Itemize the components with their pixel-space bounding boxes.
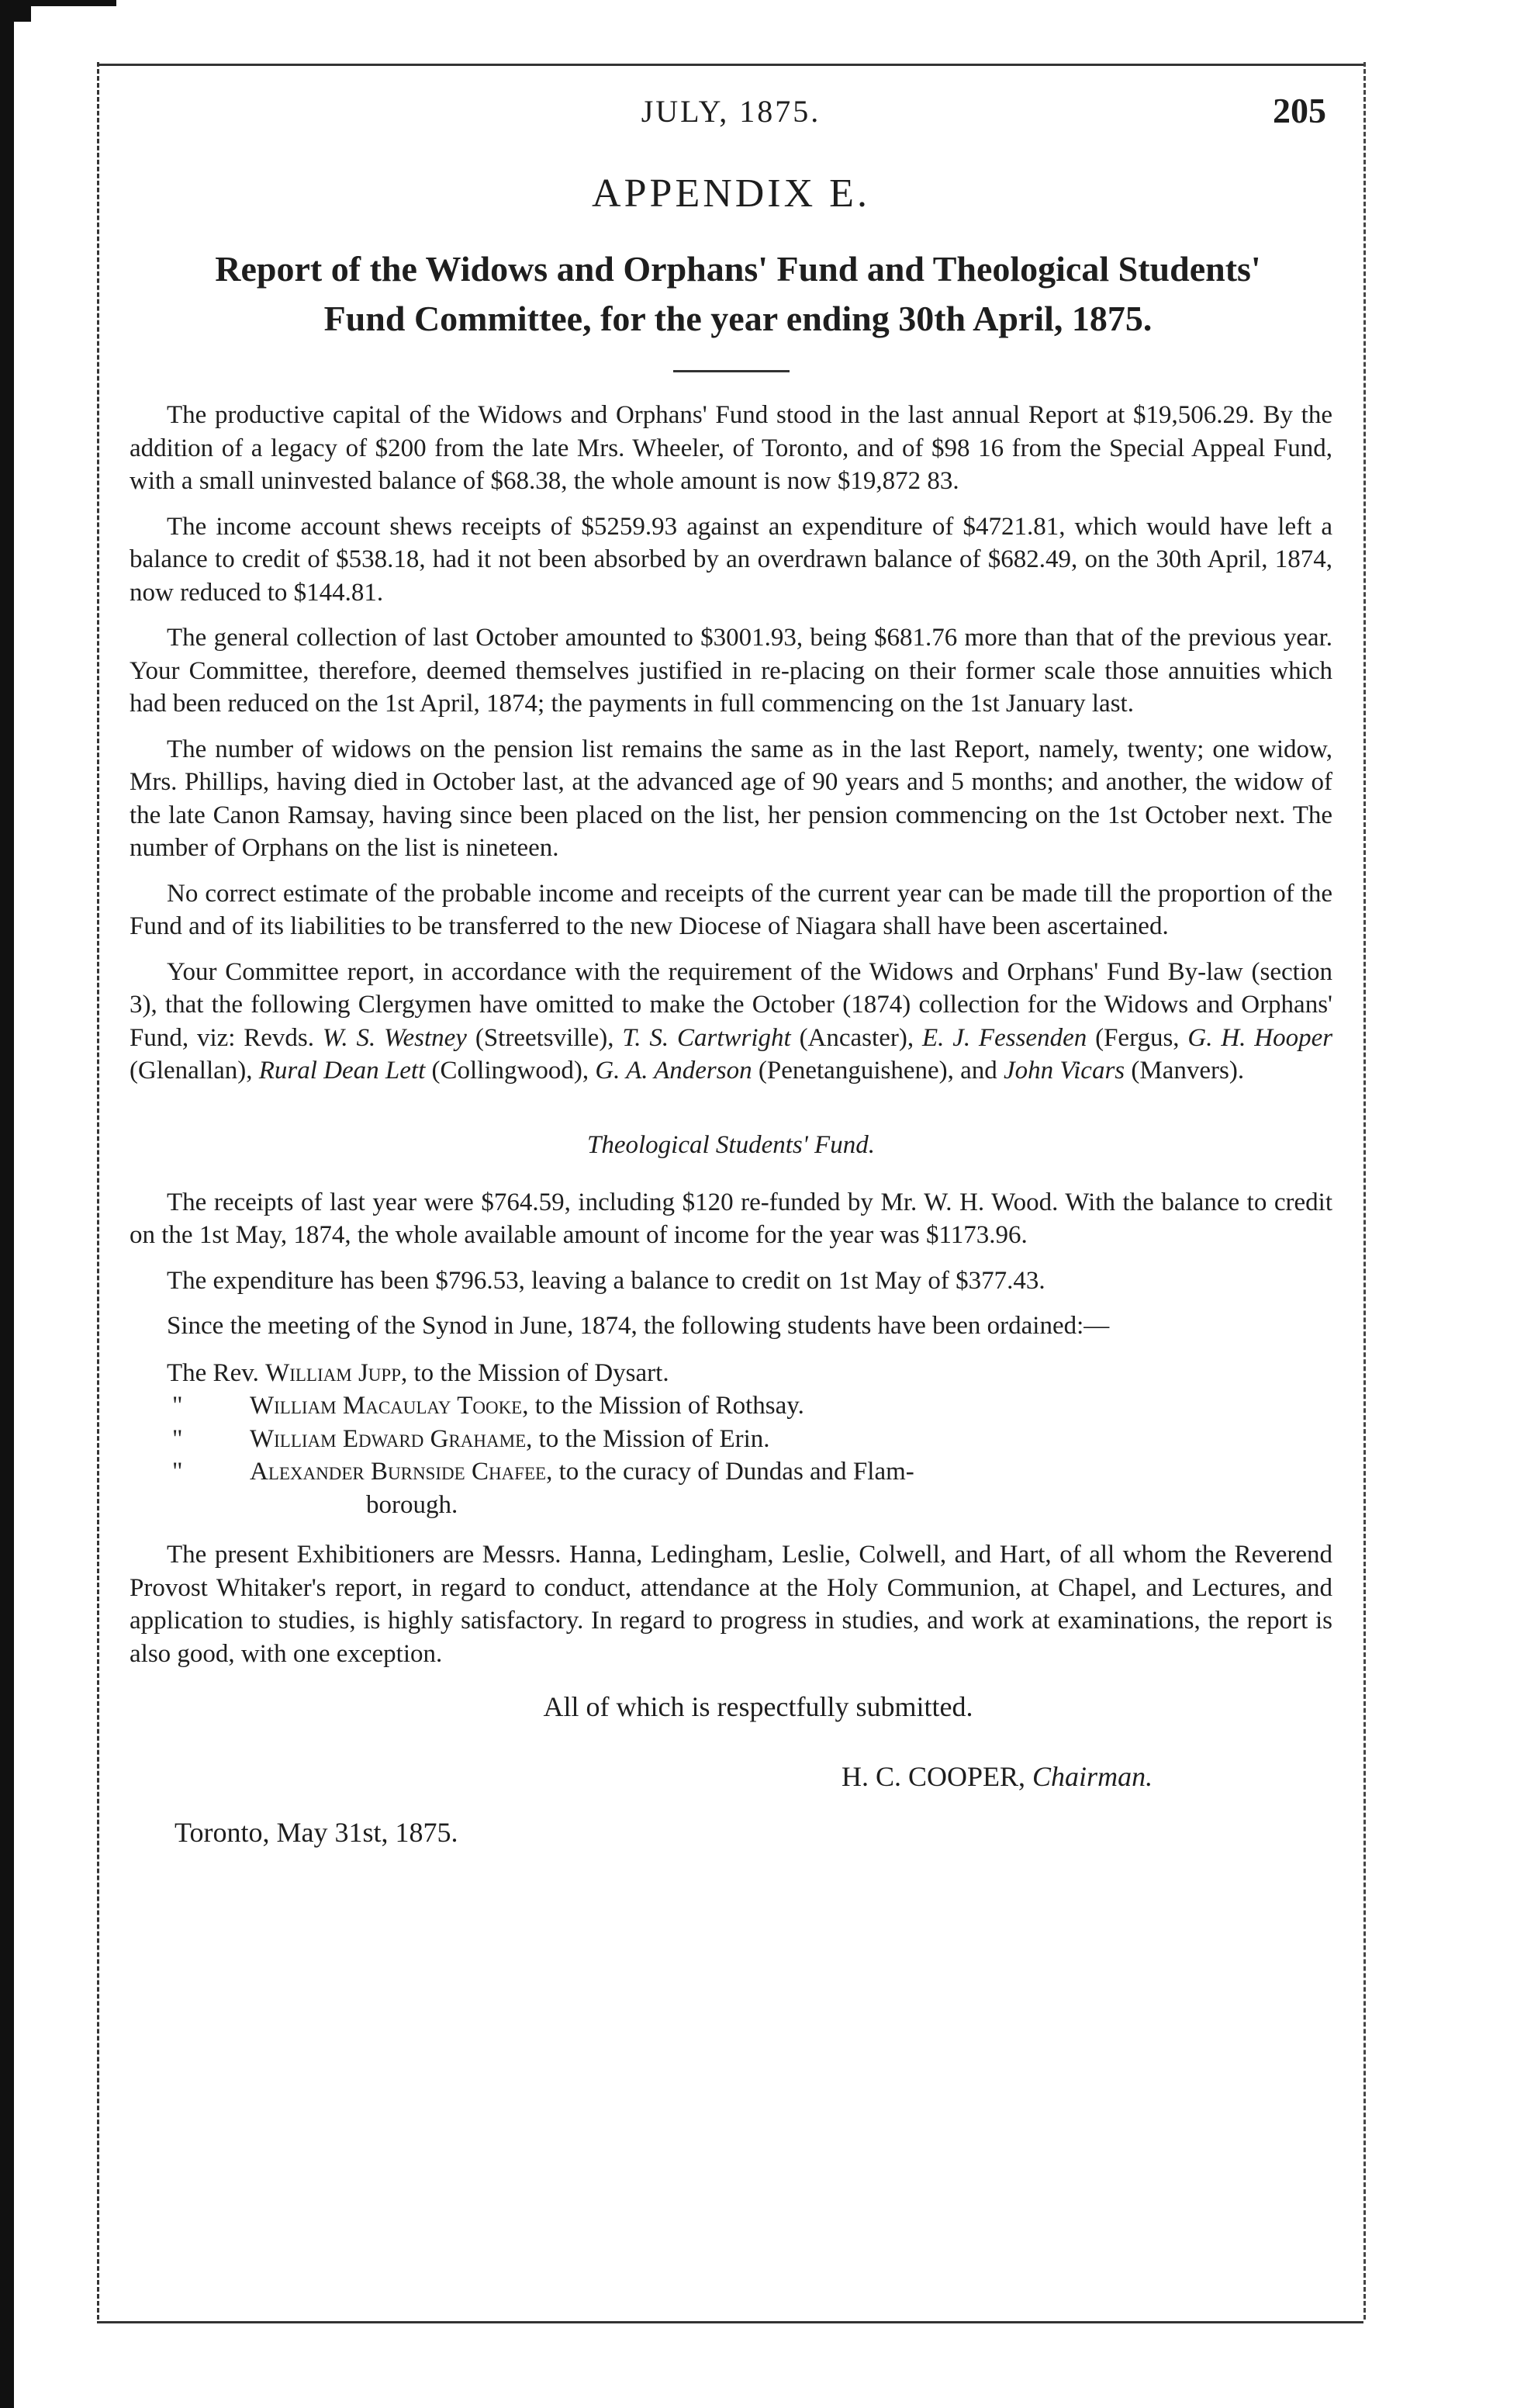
clergy-place: (Penetanguishene), and <box>758 1057 997 1085</box>
ordination-mission: , to the curacy of Dundas and Flam- <box>546 1458 914 1486</box>
clergy-intro: Your Committee report, in accordance with the requirement of the Widows and Orphans' Fund By-law (section 3), that the following Clergymen have omitted to make the October (1874) collection for the Widows and Orphans' Fund, viz: Revds. <box>130 957 1332 1052</box>
appendix-heading: APPENDIX E. <box>592 171 870 216</box>
document-page <box>120 85 1342 1849</box>
paragraph-collection: The general collection of last October amounted to $3001.93, being $681.76 more than that of the previous year. Your Committee, therefore, deemed themselves justified in re-placing on their former scale those annuities which had been reduced on the 1st April, 1874; the payments in full commencing on the 1st January last. <box>130 624 1332 718</box>
ordination-continuation: borough. <box>366 1490 458 1519</box>
ordination-mission: , to the Mission of Dysart. <box>401 1358 669 1387</box>
clergy-place: (Fergus, <box>1095 1023 1180 1052</box>
ordination-item <box>130 1455 1332 1521</box>
report-title-line-2: Fund Committee, for the year ending 30th April, 1875. <box>323 299 1153 338</box>
scan-edge <box>0 0 14 2408</box>
clergy-name: E. J. Fessenden <box>921 1023 1087 1052</box>
ordination-mission: , to the Mission of Erin. <box>526 1424 770 1453</box>
ordination-list <box>120 1357 1342 1522</box>
signatory-title: Chairman. <box>1032 1761 1153 1792</box>
clergy-place: (Glenallan), <box>130 1057 253 1085</box>
clergy-name: G. H. Hooper <box>1187 1023 1333 1052</box>
title-rule <box>673 370 790 372</box>
ordination-prefix: The Rev. <box>167 1358 259 1387</box>
clergy-name: John Vicars <box>1004 1057 1125 1085</box>
ordination-mission: , to the Mission of Rothsay. <box>522 1392 804 1420</box>
paragraph-capital: The productive capital of the Widows and Orphans' Fund stood in the last annual Report at $19,506.29. By the addition of a legacy of $200 from the late Mrs. Wheeler, of Toronto, and of $98 16 from the Special Appeal Fund, with a small uninvested balance of $68.38, the whole amount is now $19,872 83. <box>130 401 1332 495</box>
running-head <box>120 85 1342 140</box>
paragraph-estimate: No correct estimate of the probable income and receipts of the current year can be made till the proportion of the Fund and of its liabilities to be transferred to the new Diocese of Niagara shall have been ascertained. <box>130 879 1332 940</box>
signature <box>120 1760 1342 1793</box>
clergy-place: (Streetsville), <box>475 1023 614 1052</box>
ordinand-name: William Macaulay Tooke <box>250 1392 523 1420</box>
scan-edge-corner <box>0 6 31 22</box>
paragraph-receipts: The receipts of last year were $764.59, including $120 re-funded by Mr. W. H. Wood. With the balance to credit on the 1st May, 1874, the whole available amount of income for the year was $1173.96. <box>130 1188 1332 1249</box>
clergy-name: G. A. Anderson <box>595 1057 752 1085</box>
scan-edge-top <box>0 0 116 6</box>
report-title-line-1: Report of the Widows and Orphans' Fund and Theological Students' <box>215 249 1261 289</box>
page-number: 205 <box>1273 91 1326 130</box>
theological-heading: Theological Students' Fund. <box>587 1130 875 1159</box>
paragraph-widows: The number of widows on the pension list remains the same as in the last Report, namely, twenty; one widow, Mrs. Phillips, having died in October last, at the advanced age of 90 years and 5 months; and another, the widow of the late Canon Ramsay, having since been placed on the list, her pension commencing on the 1st October next. The number of Orphans on the list is nineteen. <box>130 735 1332 862</box>
report-title <box>120 244 1342 344</box>
paragraph-clergy <box>120 956 1342 1088</box>
bottom-rule <box>97 2321 1363 2323</box>
ditto-mark: " <box>172 1458 183 1486</box>
clergy-place: (Ancaster), <box>799 1023 914 1052</box>
paragraph-income: The income account shews receipts of $5259.93 against an expenditure of $4721.81, which would have left a balance to credit of $538.18, had it not been absorbed by an overdrawn balance of $682.49, on the 30th April, 1874, now reduced to $144.81. <box>130 512 1332 607</box>
clergy-name: Rural Dean Lett <box>258 1057 426 1085</box>
ordination-item <box>130 1357 1332 1390</box>
paragraph-exhibitioners: The present Exhibitioners are Messrs. Hanna, Ledingham, Leslie, Colwell, and Hart, of all whom the Reverend Provost Whitaker's report, in regard to conduct, attendance at the Holy Communion, at Chapel, and Lectures, and application to studies, is highly satisfactory. In regard to progress in studies, and work at examinations, the report is also good, with one exception. <box>130 1541 1332 1668</box>
place-date: Toronto, May 31st, 1875. <box>175 1817 458 1848</box>
ditto-mark: " <box>172 1392 183 1420</box>
closing-line: All of which is respectfully submitted. <box>543 1691 973 1722</box>
ordinand-name: William Edward Grahame <box>250 1424 527 1453</box>
ordination-item <box>130 1423 1332 1456</box>
ordinand-name: William Jupp <box>265 1358 401 1387</box>
clergy-place: (Collingwood), <box>431 1057 589 1085</box>
paragraph-expenditure: The expenditure has been $796.53, leaving a balance to credit on 1st May of $377.43. <box>167 1266 1045 1295</box>
clergy-place: (Manvers). <box>1131 1057 1245 1085</box>
paragraph-ordained: Since the meeting of the Synod in June, 1874, the following students have been ordained:— <box>167 1312 1110 1340</box>
ditto-mark: " <box>172 1424 183 1453</box>
ordinand-name: Alexander Burnside Chafee <box>250 1458 547 1486</box>
clergy-name: T. S. Cartwright <box>622 1023 791 1052</box>
top-rule <box>97 64 1363 66</box>
header-date: JULY, 1875. <box>641 94 821 129</box>
signatory-name: H. C. COOPER, <box>842 1761 1026 1792</box>
clergy-name: W. S. Westney <box>322 1023 467 1052</box>
ordination-item <box>130 1389 1332 1423</box>
